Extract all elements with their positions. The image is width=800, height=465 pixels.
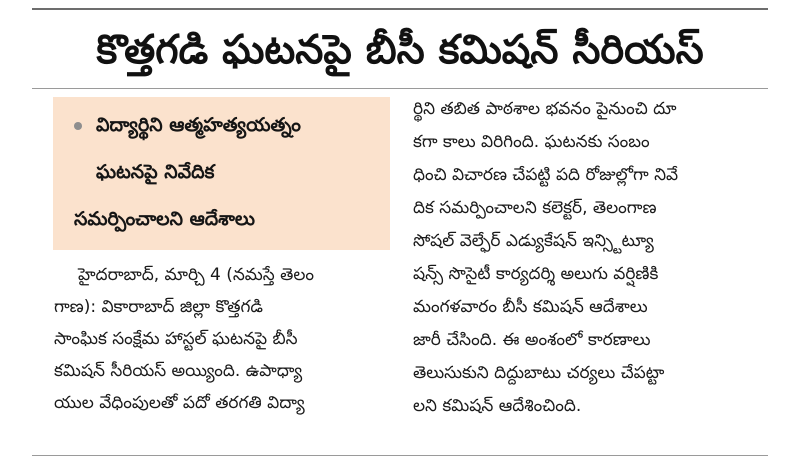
- right-line-10: లని కమిషన్ ఆదేశించింది.: [413, 396, 582, 416]
- top-rule: [32, 8, 768, 10]
- bottom-rule: [32, 455, 768, 456]
- right-line-8: జారీ చేసింది. ఈ అంశంలో కారణాలు: [413, 330, 651, 350]
- right-line-7: మంగళవారం బీసీ కమిషన్ ఆదేశాలు: [413, 297, 648, 317]
- highlight-line-1: విద్యార్థిని ఆత్మహత్యయత్నం: [96, 114, 301, 136]
- highlight-line-3: సమర్పించాలని ఆదేశాలు: [74, 208, 255, 230]
- left-line-5: యుల వేధింపులతో పదో తరగతి విద్యా: [54, 393, 305, 413]
- right-line-5: సోషల్ వెల్ఫేర్ ఎడ్యుకేషన్ ఇన్స్టిట్యూ: [413, 231, 654, 251]
- right-line-2: కగా కాలు విరిగింది. ఘటనకు సంబం: [413, 132, 650, 152]
- highlight-line-2: ఘటనపై నివేదిక: [96, 161, 215, 183]
- headline: కొత్తగడి ఘటనపై బీసీ కమిషన్ సీరియస్: [96, 27, 704, 73]
- left-line-4: కమిషన్ సీరియస్ అయ్యింది. ఉపాధ్యా: [54, 361, 303, 381]
- bullet-dot: [74, 122, 82, 130]
- right-line-9: తెలుసుకుని దిద్దుబాటు చర్యలు చేపట్టా: [413, 363, 665, 383]
- right-line-4: దిక సమర్పించాలని కలెక్టర్, తెలంగాణ: [413, 198, 657, 218]
- right-line-1: ర్థిని తబిత పాఠశాల భవనం పైనుంచి దూ: [413, 99, 677, 119]
- right-line-6: షన్స్ సొసైటీ కార్యదర్శి అలుగు వర్షిణికి: [413, 264, 659, 284]
- separator-rule: [32, 88, 768, 89]
- left-line-3: సాంఘిక సంక్షేమ హాస్టల్ ఘటనపై బీసీ: [54, 329, 298, 349]
- right-line-3: ధించి విచారణ చేపట్టి పది రోజుల్లోగా నివే: [413, 165, 679, 185]
- left-line-2: గాణ): వికారాబాద్ జిల్లా కొత్తగడి: [54, 297, 264, 317]
- left-line-1: హైదరాబాద్, మార్చి 4 (నమస్తే తెలం: [78, 265, 315, 285]
